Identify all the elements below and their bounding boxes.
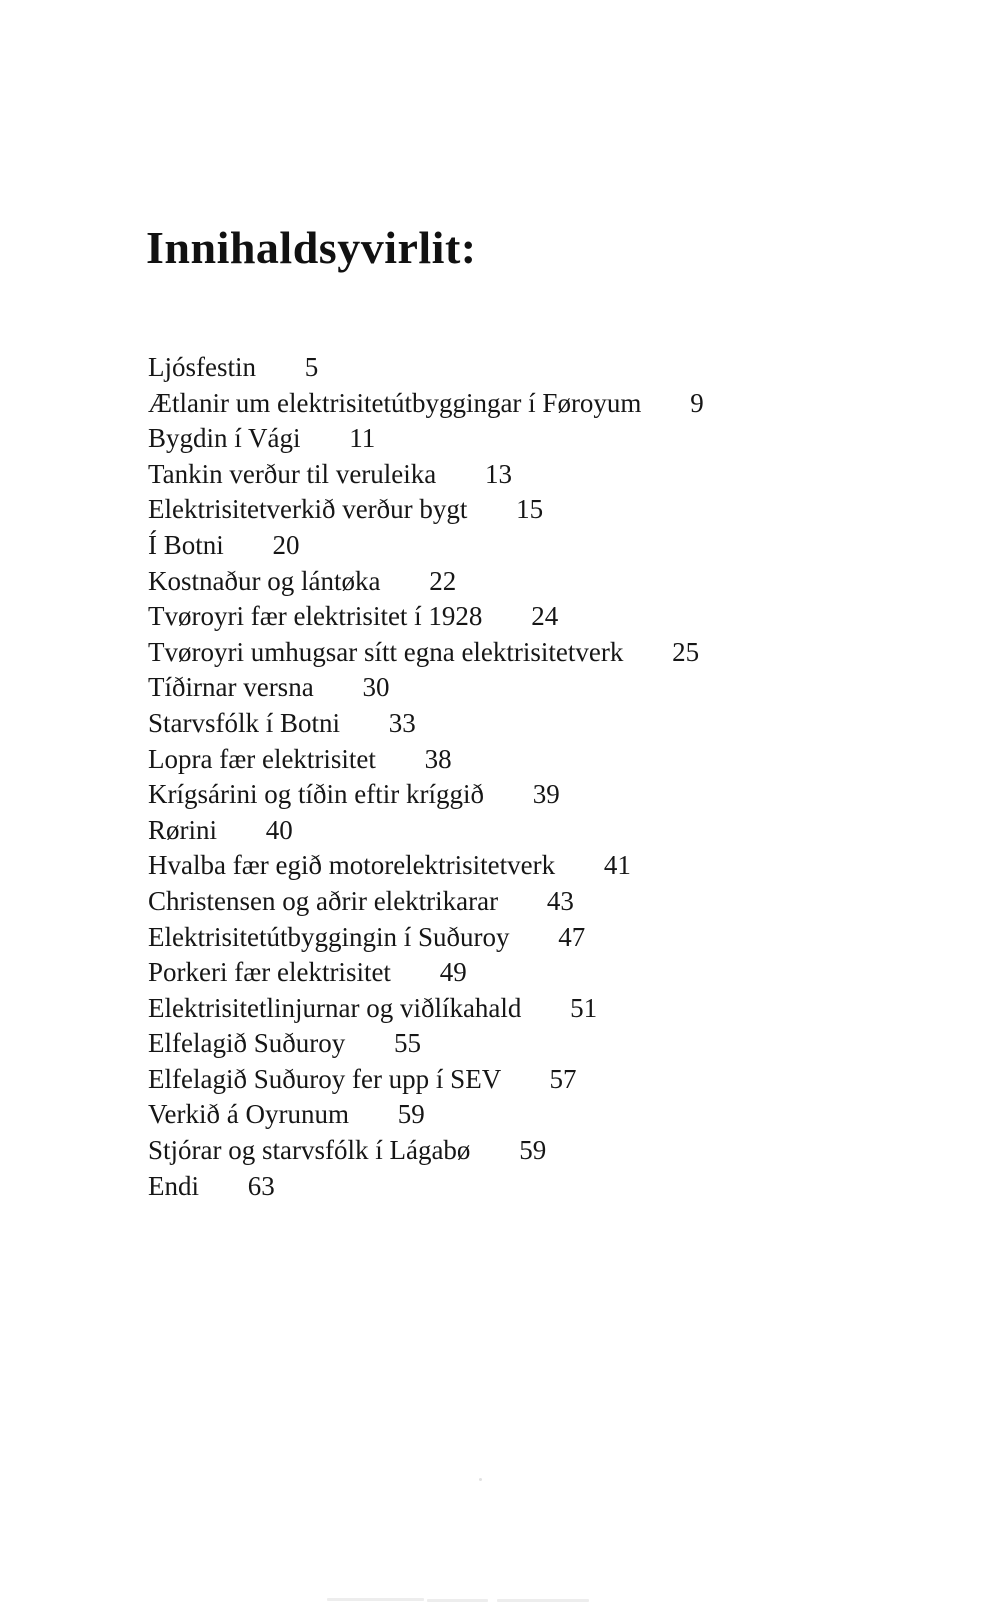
toc-entry-title: Ætlanir um elektrisitetútbyggingar í Føroyum [148,387,642,418]
table-of-contents [148,350,704,1204]
toc-entry [148,1169,704,1205]
toc-entry-title: Í Botni [148,529,224,560]
toc-entry [148,955,704,991]
toc-entry-title: Ljósfestin [148,352,256,382]
toc-entry-title: Verkið á Oyrunum [148,1099,349,1130]
toc-entry-page-number: 39 [532,779,560,810]
toc-entry-page-number: 5 [304,352,319,382]
toc-entry [148,1097,704,1133]
toc-entry-title: Starvsfólk í Botni [148,707,341,738]
toc-entry [148,1133,704,1169]
toc-entry [148,706,704,742]
toc-entry-page-number: 57 [549,1063,577,1094]
toc-entry [148,991,704,1027]
scan-edge-artifact [497,1599,589,1602]
toc-entry-title: Tvøroyri umhugsar sítt egna elektrisitetverk [148,636,624,667]
toc-entry-title: Elektrisitetverkið verður bygt [148,494,468,525]
toc-entry [148,635,704,671]
toc-entry-page-number: 15 [516,494,544,525]
toc-entry-title: Tíðirnar versna [148,672,314,703]
toc-entry-page-number: 49 [439,957,467,988]
toc-entry [148,920,704,956]
toc-entry-page-number: 13 [485,458,513,489]
scan-edge-artifact [427,1599,488,1602]
toc-entry-title: Tankin verður til veruleika [148,458,437,489]
toc-entry-page-number: 24 [531,601,559,632]
toc-entry [148,670,704,706]
toc-entry-page-number: 38 [424,743,452,774]
toc-entry-title: Elfelagið Suðuroy [148,1028,346,1059]
toc-entry [148,421,704,457]
toc-entry-title: Bygdin í Vági [148,423,301,454]
toc-entry-title: Rørini [148,814,218,845]
toc-entry-page-number: 11 [349,423,376,454]
toc-entry-title: Elektrisitetlinjurnar og viðlíkahald [148,992,522,1023]
toc-entry-title: Porkeri fær elektrisitet [148,957,391,988]
toc-entry-page-number: 30 [362,672,390,703]
toc-entry [148,848,704,884]
toc-entry-title: Christensen og aðrir elektrikarar [148,885,499,916]
toc-entry [148,386,704,422]
toc-entry [148,599,704,635]
toc-entry [148,350,704,386]
toc-entry-page-number: 25 [672,636,700,667]
toc-entry [148,528,704,564]
toc-entry-title: Krígsárini og tíðin eftir kríggið [148,779,484,810]
toc-entry [148,742,704,778]
toc-entry-title: Endi [148,1170,199,1201]
toc-entry-page-number: 43 [546,885,574,916]
toc-entry-page-number: 22 [429,565,457,596]
toc-entry [148,777,704,813]
toc-entry-title: Elektrisitetútbyggingin í Suðuroy [148,921,510,952]
toc-entry-title: Lopra fær elektrisitet [148,743,376,774]
toc-entry-page-number: 51 [570,992,598,1023]
toc-entry-title: Tvøroyri fær elektrisitet í 1928 [148,601,483,632]
toc-entry-page-number: 59 [519,1135,547,1166]
toc-entry-page-number: 59 [397,1099,425,1130]
toc-entry [148,564,704,600]
scan-edge-artifact [327,1598,424,1601]
toc-entry [148,492,704,528]
toc-entry-page-number: 20 [272,529,300,560]
toc-entry-page-number: 47 [558,921,586,952]
toc-entry [148,884,704,920]
toc-entry [148,813,704,849]
toc-entry-page-number: 41 [603,850,631,881]
toc-entry-page-number: 55 [393,1028,421,1059]
toc-entry [148,1026,704,1062]
toc-entry-page-number: 9 [690,387,704,418]
toc-entry-page-number: 63 [247,1170,275,1201]
toc-entry-page-number: 40 [265,814,293,845]
toc-entry-title: Hvalba fær egið motorelektrisitetverk [148,850,556,881]
scan-speck-artifact [479,1478,482,1481]
toc-entry-title: Kostnaður og lántøka [148,565,381,596]
toc-entry-title: Stjórar og starvsfólk í Lágabø [148,1135,471,1166]
toc-entry [148,1062,704,1098]
toc-entry [148,457,704,493]
page-title: Innihaldsyvirlit: [146,222,477,273]
toc-entry-page-number: 33 [388,707,416,738]
toc-entry-title: Elfelagið Suðuroy fer upp í SEV [148,1063,501,1094]
